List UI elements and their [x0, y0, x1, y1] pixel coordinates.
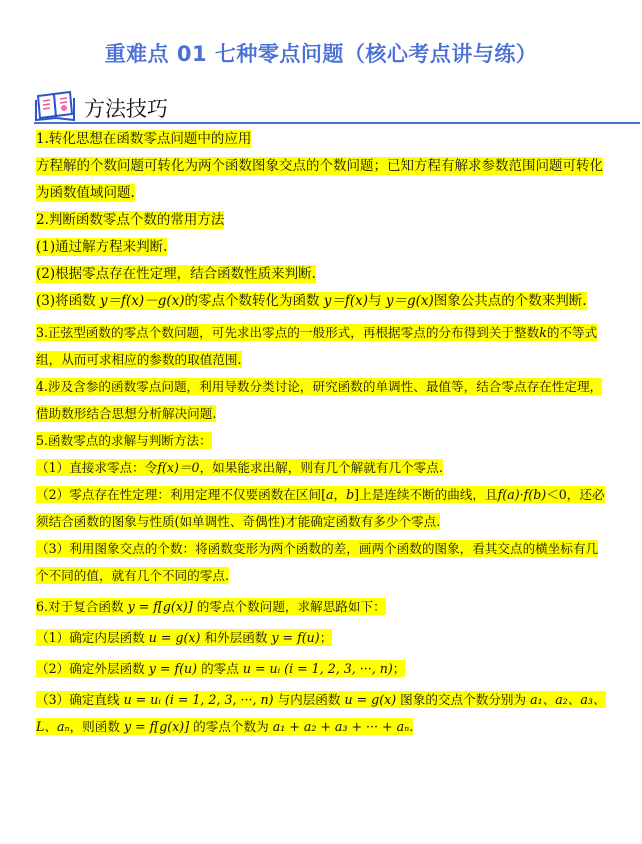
page-title: 重难点 01 七种零点问题（核心考点讲与练） [104, 42, 538, 66]
point-2-item-1: (1)通过解方程来判断. [36, 239, 168, 255]
point-6-item-2: （2）确定外层函数 y = f(u) 的零点 u = uᵢ (i = 1, 2, 3, ···, n)； [36, 661, 406, 676]
point-2-item-2: (2)根据零点存在性定理，结合函数性质来判断. [36, 266, 316, 282]
section-title: 方法技巧 [84, 97, 168, 121]
point-3: 3.正弦型函数的零点个数问题，可先求出零点的一般形式，再根据零点的分布得到关于整数k的不等式组，从而可求相应的参数的取值范围. [36, 325, 598, 367]
point-1-body: 方程解的个数问题可转化为两个函数图象交点的个数问题；已知方程有解求参数范围问题可转化为函数值域问题. [36, 158, 603, 201]
section-header [34, 88, 640, 124]
point-2-heading: 2.判断函数零点个数的常用方法 [36, 212, 225, 228]
point-6-item-1: （1）确定内层函数 u = g(x) 和外层函数 y = f(u)； [36, 630, 333, 645]
point-1-heading: 1.转化思想在函数零点问题中的应用 [36, 131, 252, 147]
point-5-item-2: （2）零点存在性定理：利用定理不仅要函数在区间[a，b]上是连续不断的曲线，且f(a)·f(b)＜0，还必须结合函数的图象与性质(如单调性、奇偶性)才能确定函数有多少个零点. [36, 487, 605, 529]
point-5-item-1: （1）直接求零点：令f(x)＝0，如果能求出解，则有几个解就有几个零点. [36, 460, 443, 475]
point-5-heading: 5.函数零点的求解与判断方法： [36, 433, 212, 448]
point-6-heading: 6.对于复合函数 y = f[g(x)] 的零点个数问题，求解思路如下： [36, 599, 386, 614]
book-icon [34, 88, 78, 122]
point-4: 4.涉及含参的函数零点问题，利用导数分类讨论，研究函数的单调性、最值等，结合零点存在性定理，借助数形结合思想分析解决问题. [36, 379, 603, 421]
point-2-item-3: (3)将函数 y＝f(x)－g(x)的零点个数转化为函数 y＝f(x)与 y＝g(x)图象公共点的个数来判断. [36, 293, 587, 309]
point-5-item-3: （3）利用图象交点的个数：将函数变形为两个函数的差，画两个函数的图象，看其交点的横坐标有几个不同的值，就有几个不同的零点. [36, 541, 599, 583]
point-6-item-3: （3）确定直线 u = uᵢ (i = 1, 2, 3, ···, n) 与内层函数 u = g(x) 图象的交点个数分别为 a₁、a₂、a₃、L、aₙ，则函数 y = f[g(x)] 的零点个数为 a₁ + a₂ + a₃ + ··· + aₙ. [36, 692, 606, 734]
section-divider [34, 122, 640, 124]
method-content [36, 126, 608, 740]
